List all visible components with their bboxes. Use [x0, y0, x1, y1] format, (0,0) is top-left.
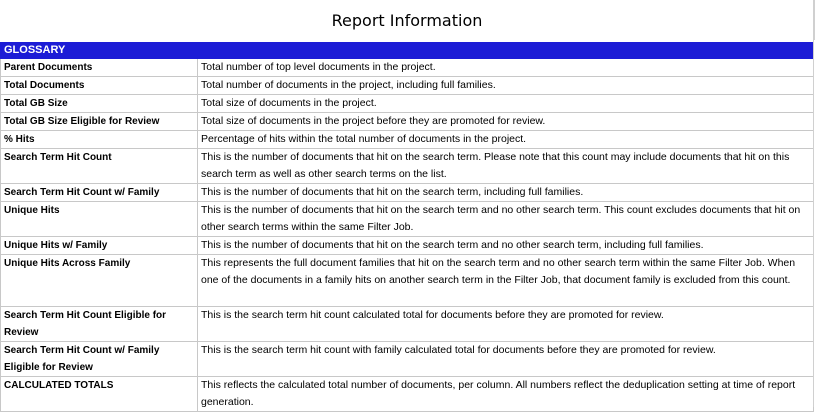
- definition-cell: This is the search term hit count calculated total for documents before they are promoted for review.: [198, 307, 814, 342]
- table-row: [1, 377, 814, 412]
- term-cell: Search Term Hit Count w/ Family Eligible for Review: [1, 342, 198, 377]
- glossary-header: GLOSSARY: [1, 43, 198, 59]
- table-row: [1, 342, 814, 377]
- term-cell: Search Term Hit Count Eligible for Review: [1, 307, 198, 342]
- definition-cell: This reflects the calculated total number of documents, per column. All numbers reflect the deduplication setting at time of report generation.: [198, 377, 814, 412]
- term-cell: Unique Hits Across Family: [1, 255, 198, 307]
- term-cell: Unique Hits: [1, 202, 198, 237]
- definition-cell: Total size of documents in the project before they are promoted for review.: [198, 113, 814, 131]
- term-cell: % Hits: [1, 131, 198, 149]
- table-row: [1, 77, 814, 95]
- term-cell: Search Term Hit Count w/ Family: [1, 184, 198, 202]
- term-cell: Unique Hits w/ Family: [1, 237, 198, 255]
- sheet-right-border: [813, 0, 814, 407]
- term-cell: Search Term Hit Count: [1, 149, 198, 184]
- definition-cell: Total number of documents in the project, including full families.: [198, 77, 814, 95]
- report-title: Report Information: [0, 0, 815, 40]
- table-row: [1, 307, 814, 342]
- definition-cell: This is the number of documents that hit on the search term and no other search term, including full families.: [198, 237, 814, 255]
- definition-cell: This is the number of documents that hit on the search term. Please note that this count may include documents that hit on this search term as well as other search terms on the list.: [198, 149, 814, 184]
- table-row: [1, 95, 814, 113]
- table-row: [1, 149, 814, 184]
- table-row: [1, 113, 814, 131]
- glossary-header-blank: [198, 43, 814, 59]
- glossary-header-row: [1, 43, 814, 59]
- table-row: [1, 131, 814, 149]
- definition-cell: Percentage of hits within the total number of documents in the project.: [198, 131, 814, 149]
- definition-cell: This is the number of documents that hit on the search term, including full families.: [198, 184, 814, 202]
- definition-cell: This represents the full document families that hit on the search term and no other search term within the same Filter Job. When one of the documents in a family hits on another search term in the Filter Job, that document family is excluded from this count.: [198, 255, 814, 307]
- table-row: [1, 59, 814, 77]
- term-cell: CALCULATED TOTALS: [1, 377, 198, 412]
- definition-cell: Total size of documents in the project.: [198, 95, 814, 113]
- table-row: [1, 184, 814, 202]
- table-row: [1, 237, 814, 255]
- term-cell: Total GB Size Eligible for Review: [1, 113, 198, 131]
- glossary-table: [0, 42, 814, 412]
- table-row: [1, 255, 814, 307]
- term-cell: Total GB Size: [1, 95, 198, 113]
- definition-cell: Total number of top level documents in the project.: [198, 59, 814, 77]
- table-row: [1, 202, 814, 237]
- definition-cell: This is the search term hit count with family calculated total for documents before they are promoted for review.: [198, 342, 814, 377]
- term-cell: Total Documents: [1, 77, 198, 95]
- definition-cell: This is the number of documents that hit on the search term and no other search term. This count excludes documents that hit on other search terms within the same Filter Job.: [198, 202, 814, 237]
- term-cell: Parent Documents: [1, 59, 198, 77]
